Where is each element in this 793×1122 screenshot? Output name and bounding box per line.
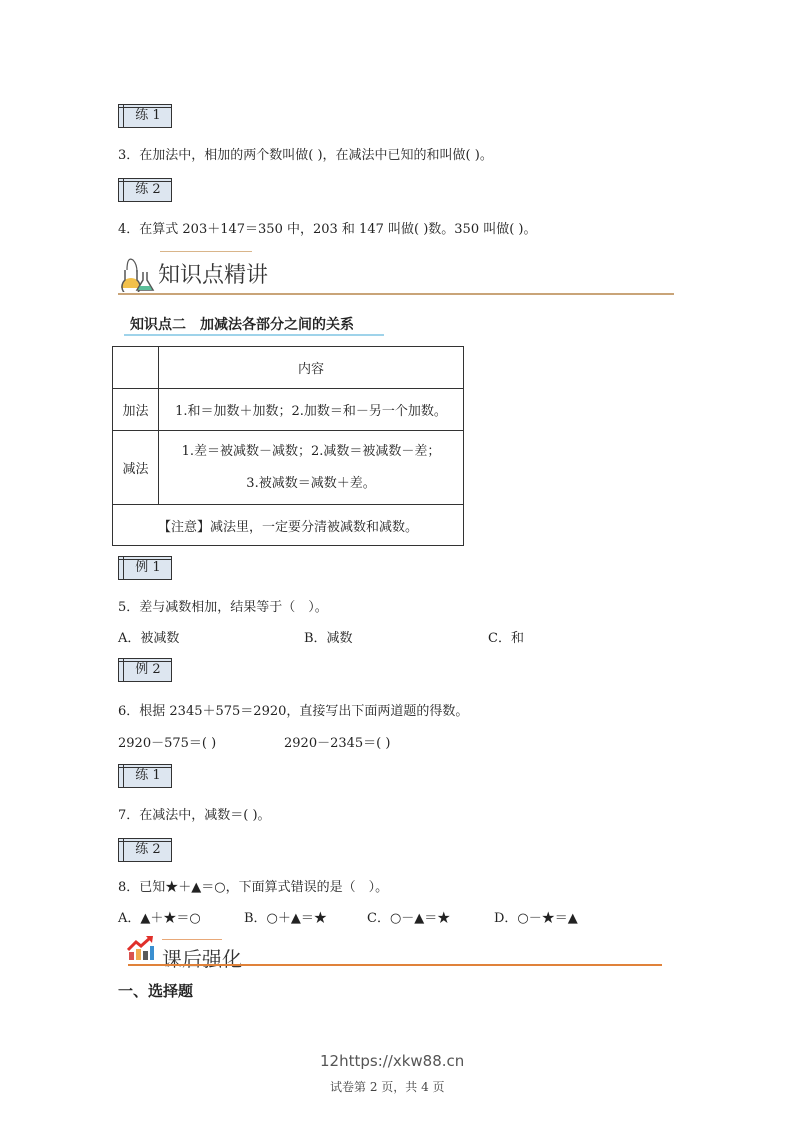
q6-b: 2920－2345＝( ): [284, 736, 391, 751]
option: A．被减数: [118, 631, 180, 646]
sub-line: 3.被减数＝减数＋差。: [246, 475, 376, 491]
note: 【注意】减法里，一定要分清被减数和减数。: [113, 505, 464, 546]
option: B．减数: [304, 631, 353, 646]
question-6: 6．根据 2345＋575＝2920，直接写出下面两道题的得数。: [118, 704, 469, 719]
part-heading: 一、选择题: [118, 982, 194, 1000]
row-content: [159, 431, 464, 505]
divider: [160, 251, 252, 252]
question-4: 4．在算式 203＋147＝350 中，203 和 147 叫做( )数。350 叫做( )。: [118, 222, 537, 237]
table-header: 内容: [159, 347, 464, 389]
row-label: 减法: [113, 431, 159, 505]
question-5: 5．差与减数相加，结果等于（ ）。: [118, 600, 328, 615]
option: D．○－★＝▲: [494, 911, 578, 926]
question-8: 8．已知★＋▲＝○，下面算式错误的是（ ）。: [118, 880, 389, 895]
flask-icon: [117, 250, 157, 292]
growth-chart-icon: [127, 934, 155, 962]
practice-tag: 练 2: [118, 838, 172, 862]
practice-tag: 练 2: [118, 178, 172, 202]
page-footer: 试卷第 2 页，共 4 页: [330, 1080, 445, 1094]
question-7: 7．在减法中，减数＝( )。: [118, 808, 271, 823]
example-tag: 例 1: [118, 556, 172, 580]
divider: [128, 964, 662, 966]
option: A．▲＋★＝○: [118, 911, 201, 926]
row-label: 加法: [113, 389, 159, 431]
knowledge-point-title: 知识点二 加减法各部分之间的关系: [130, 317, 354, 333]
option: B．○＋▲＝★: [244, 911, 327, 926]
section-heading: 知识点精讲: [158, 263, 269, 288]
question-3: 3．在加法中，相加的两个数叫做( )，在减法中已知的和叫做( )。: [118, 148, 493, 163]
option: C．○－▲＝★: [367, 911, 451, 926]
title-underline: [124, 334, 384, 336]
example-tag: 例 2: [118, 658, 172, 682]
divider: [162, 939, 222, 940]
relation-table: [112, 346, 464, 546]
divider: [118, 293, 674, 295]
section-heading: 课后强化: [162, 947, 242, 971]
sub-line: 1.差＝被减数－减数；2.减数＝被减数－差；: [181, 443, 441, 459]
practice-tag: 练 1: [118, 104, 172, 128]
q6-a: 2920－575＝( ): [118, 736, 217, 751]
row-content: 1.和＝加数＋加数；2.加数＝和－另一个加数。: [159, 389, 464, 431]
option: C．和: [488, 631, 524, 646]
practice-tag: 练 1: [118, 764, 172, 788]
watermark: 12https://xkw88.cn: [320, 1052, 465, 1070]
